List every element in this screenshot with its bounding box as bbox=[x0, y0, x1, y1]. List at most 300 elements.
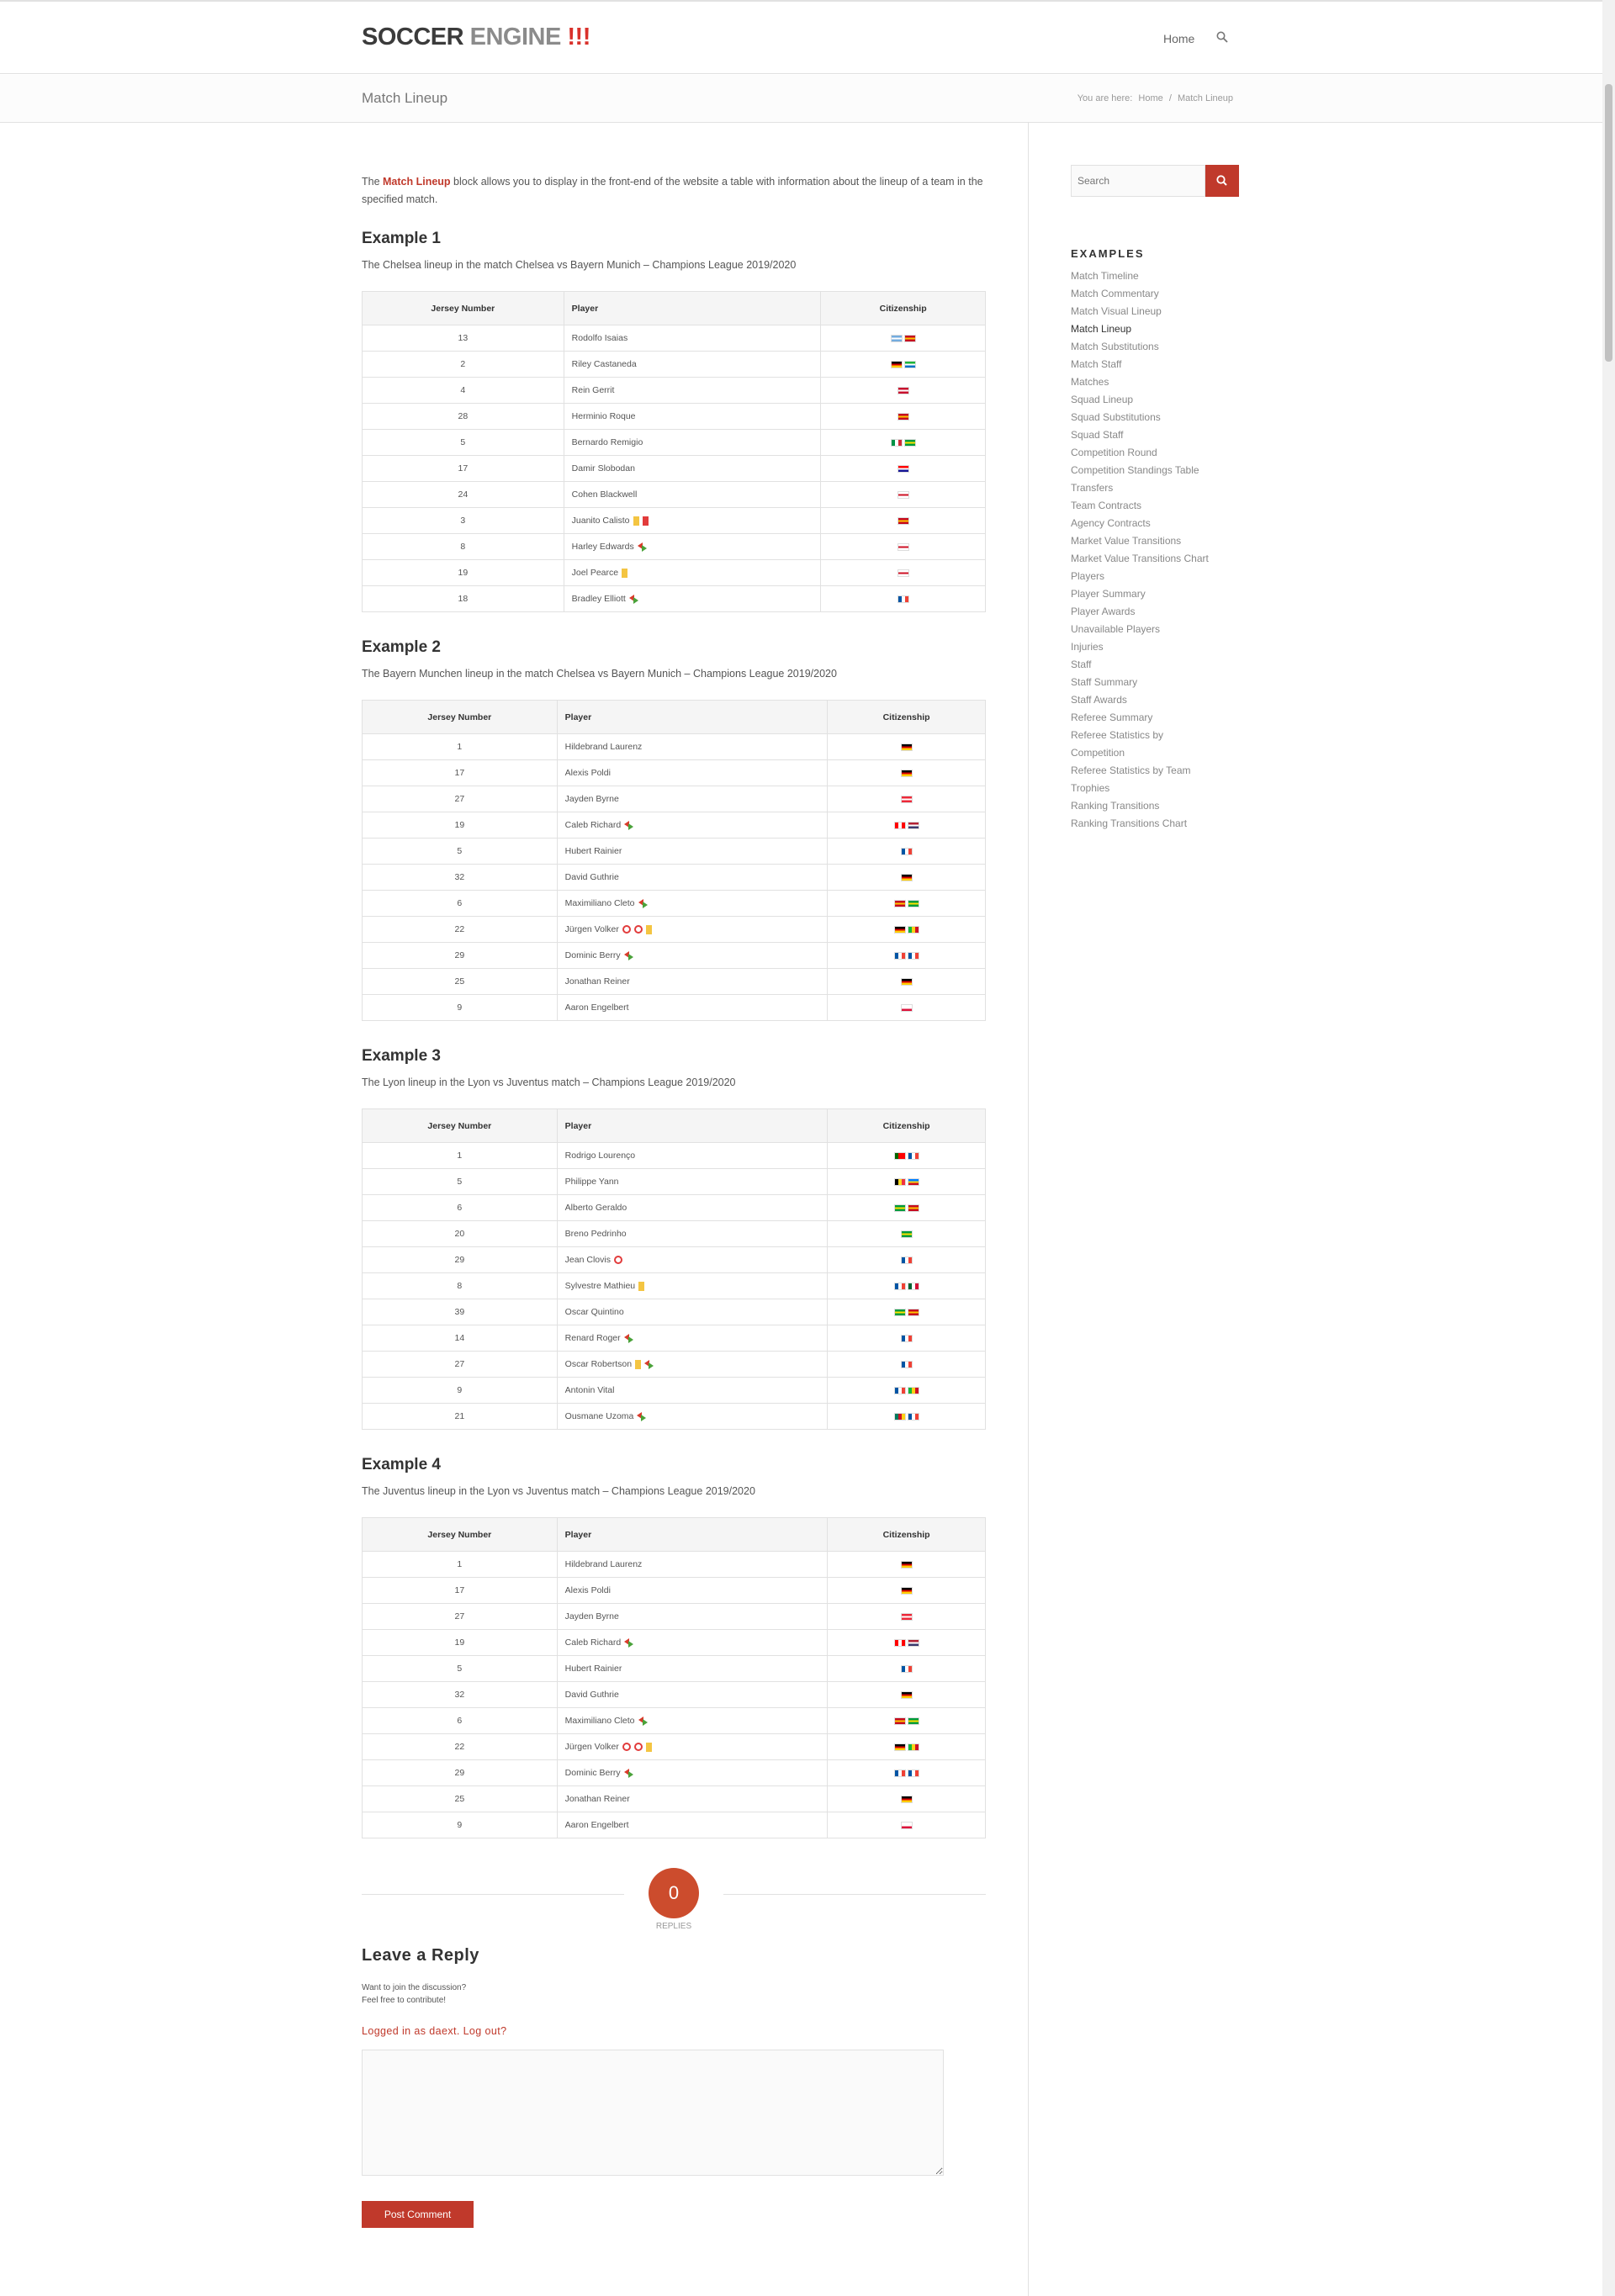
jersey-number-cell: 1 bbox=[363, 1143, 558, 1169]
flag-de-icon bbox=[894, 1743, 906, 1751]
jersey-number-cell: 19 bbox=[363, 560, 564, 586]
citizenship-cell bbox=[821, 456, 986, 482]
player-name: Oscar Robertson bbox=[564, 1359, 633, 1369]
flag-de-icon bbox=[891, 361, 903, 368]
flag-fr-icon bbox=[901, 1256, 913, 1264]
player-cell bbox=[557, 760, 828, 786]
jersey-number-header: Jersey Number bbox=[363, 1518, 558, 1552]
jersey-number-cell: 17 bbox=[363, 456, 564, 482]
nav-home-link[interactable]: Home bbox=[1163, 32, 1195, 45]
citizenship-cell bbox=[821, 404, 986, 430]
jersey-number-cell: 9 bbox=[363, 995, 558, 1021]
flag-br-icon bbox=[904, 439, 916, 447]
citizenship-cell bbox=[828, 891, 986, 917]
sidebar-link[interactable]: Match Substitutions bbox=[1071, 341, 1159, 352]
player-name: Maximiliano Cleto bbox=[564, 898, 635, 908]
flag-fr-icon bbox=[901, 1335, 913, 1342]
flag-us-icon bbox=[908, 822, 919, 829]
substitution-icon bbox=[629, 595, 639, 604]
citizenship-cell bbox=[828, 1221, 986, 1247]
flag-fr-icon bbox=[894, 1283, 906, 1290]
flag-at-icon bbox=[901, 1613, 913, 1621]
flag-dz-icon bbox=[908, 1283, 919, 1290]
site-logo[interactable] bbox=[362, 24, 590, 51]
player-cell bbox=[564, 586, 821, 612]
flag-be-icon bbox=[894, 1178, 906, 1186]
table-row bbox=[363, 969, 986, 995]
player-cell bbox=[557, 1195, 828, 1221]
jersey-number-cell: 19 bbox=[363, 812, 558, 839]
jersey-number-cell: 22 bbox=[363, 917, 558, 943]
sidebar-link[interactable]: Player Awards bbox=[1071, 606, 1136, 617]
intro-before: The bbox=[362, 176, 384, 188]
flag-de-icon bbox=[901, 1796, 913, 1803]
player-name: Hubert Rainier bbox=[564, 846, 622, 856]
example-description: The Bayern Munchen lineup in the match Chelsea vs Bayern Munich – Champions League 2019/2020 bbox=[362, 668, 837, 680]
example-description: The Lyon lineup in the Lyon vs Juventus match – Champions League 2019/2020 bbox=[362, 1077, 736, 1088]
citizenship-cell bbox=[828, 839, 986, 865]
flag-de-icon bbox=[901, 978, 913, 986]
jersey-number-cell: 5 bbox=[363, 839, 558, 865]
intro-paragraph bbox=[362, 173, 986, 209]
citizenship-cell bbox=[821, 586, 986, 612]
flag-us-icon bbox=[908, 1639, 919, 1647]
player-cell bbox=[557, 1169, 828, 1195]
citizenship-cell bbox=[828, 1760, 986, 1786]
replies-divider-left bbox=[362, 1894, 624, 1895]
sidebar-link[interactable]: Trophies bbox=[1071, 782, 1110, 794]
player-name: Caleb Richard bbox=[564, 820, 622, 830]
table-row bbox=[363, 1221, 986, 1247]
table-row bbox=[363, 1812, 986, 1838]
table-row bbox=[363, 482, 986, 508]
jersey-number-cell: 21 bbox=[363, 1404, 558, 1430]
player-name: Maximiliano Cleto bbox=[564, 1716, 635, 1726]
sidebar-link[interactable]: Ranking Transitions Chart bbox=[1071, 817, 1188, 829]
flag-it-icon bbox=[891, 439, 903, 447]
player-cell bbox=[557, 1247, 828, 1273]
flag-br-icon bbox=[894, 1309, 906, 1316]
jersey-number-cell: 19 bbox=[363, 1630, 558, 1656]
player-name: Hubert Rainier bbox=[564, 1664, 622, 1674]
citizenship-cell bbox=[828, 1143, 986, 1169]
player-name: Jonathan Reiner bbox=[564, 976, 630, 987]
player-cell bbox=[557, 1734, 828, 1760]
player-name: Harley Edwards bbox=[571, 542, 634, 552]
player-cell bbox=[557, 1760, 828, 1786]
flag-pt-icon bbox=[894, 1152, 906, 1160]
site-header bbox=[0, 0, 1615, 74]
table-row bbox=[363, 1169, 986, 1195]
player-cell bbox=[564, 430, 821, 456]
player-name: Jonathan Reiner bbox=[564, 1794, 630, 1804]
sidebar-link[interactable]: Market Value Transitions bbox=[1071, 535, 1182, 547]
flag-fr-icon bbox=[908, 1152, 919, 1160]
flag-de-icon bbox=[901, 1691, 913, 1699]
jersey-number-cell: 6 bbox=[363, 891, 558, 917]
flag-cd-icon bbox=[908, 1178, 919, 1186]
player-cell bbox=[557, 786, 828, 812]
flag-es-icon bbox=[894, 1717, 906, 1725]
citizenship-cell bbox=[821, 560, 986, 586]
flag-ml-icon bbox=[908, 1743, 919, 1751]
flag-fr-icon bbox=[894, 1387, 906, 1394]
player-name: Rein Gerrit bbox=[571, 385, 615, 395]
citizenship-cell bbox=[821, 378, 986, 404]
post-comment-button[interactable]: Post Comment bbox=[362, 2201, 474, 2228]
table-row bbox=[363, 534, 986, 560]
citizenship-cell bbox=[828, 1734, 986, 1760]
sidebar-link[interactable]: Match Lineup bbox=[1071, 323, 1132, 335]
flag-ar-icon bbox=[891, 335, 903, 342]
sidebar-link[interactable]: Staff Awards bbox=[1071, 694, 1127, 706]
sidebar-link[interactable]: Agency Contracts bbox=[1071, 517, 1151, 529]
sidebar-link[interactable]: Match Timeline bbox=[1071, 270, 1139, 282]
citizenship-cell bbox=[828, 1352, 986, 1378]
sidebar-link[interactable]: Unavailable Players bbox=[1071, 623, 1161, 635]
jersey-number-cell: 1 bbox=[363, 734, 558, 760]
sidebar-link[interactable]: Competition Standings Table bbox=[1071, 464, 1199, 476]
player-name: Dominic Berry bbox=[564, 950, 621, 960]
lineup-table bbox=[362, 700, 986, 1021]
sidebar-link[interactable]: Squad Lineup bbox=[1071, 394, 1134, 405]
player-name: Rodrigo Lourenço bbox=[564, 1151, 636, 1161]
player-name: Bradley Elliott bbox=[571, 594, 626, 604]
player-cell bbox=[557, 1404, 828, 1430]
table-row bbox=[363, 1786, 986, 1812]
jersey-number-cell: 6 bbox=[363, 1195, 558, 1221]
player-cell bbox=[564, 456, 821, 482]
citizenship-cell bbox=[828, 1786, 986, 1812]
player-name: Alexis Poldi bbox=[564, 768, 611, 778]
table-row bbox=[363, 734, 986, 760]
player-cell bbox=[564, 534, 821, 560]
sidebar-link[interactable]: Referee Statistics by bbox=[1071, 729, 1164, 741]
red-card-icon bbox=[643, 516, 649, 526]
flag-fr-icon bbox=[901, 1665, 913, 1673]
player-cell bbox=[557, 1786, 828, 1812]
jersey-number-cell: 8 bbox=[363, 534, 564, 560]
yellow-card-icon bbox=[635, 1360, 641, 1369]
flag-de-icon bbox=[901, 770, 913, 777]
table-row bbox=[363, 1352, 986, 1378]
substitution-icon bbox=[638, 1717, 649, 1726]
table-row bbox=[363, 430, 986, 456]
player-cell bbox=[564, 482, 821, 508]
scrollbar-thumb[interactable] bbox=[1605, 84, 1612, 362]
page-scrollbar[interactable] bbox=[1602, 0, 1615, 2296]
sidebar-link[interactable]: Competition bbox=[1071, 747, 1125, 759]
table-row bbox=[363, 1247, 986, 1273]
sidebar-link[interactable]: Squad Substitutions bbox=[1071, 411, 1161, 423]
goal-icon bbox=[622, 925, 631, 934]
player-cell bbox=[557, 1656, 828, 1682]
jersey-number-cell: 29 bbox=[363, 1760, 558, 1786]
player-header: Player bbox=[557, 1109, 828, 1143]
player-cell bbox=[557, 917, 828, 943]
player-name: Joel Pearce bbox=[571, 568, 619, 578]
player-cell bbox=[564, 325, 821, 352]
sidebar-link[interactable]: Staff Summary bbox=[1071, 676, 1138, 688]
player-name: Ousmane Uzoma bbox=[564, 1411, 634, 1421]
citizenship-cell bbox=[828, 1630, 986, 1656]
flag-br-icon bbox=[894, 1204, 906, 1212]
flag-fr-icon bbox=[894, 1770, 906, 1777]
jersey-number-cell: 32 bbox=[363, 1682, 558, 1708]
player-name: Renard Roger bbox=[564, 1333, 621, 1343]
sidebar-link[interactable]: Team Contracts bbox=[1071, 500, 1142, 511]
example-description: The Chelsea lineup in the match Chelsea vs Bayern Munich – Champions League 2019/2020 bbox=[362, 259, 797, 271]
table-row bbox=[363, 456, 986, 482]
breadcrumb-separator: / bbox=[1168, 93, 1172, 103]
sidebar-link[interactable]: Market Value Transitions Chart bbox=[1071, 553, 1209, 564]
lineup-table bbox=[362, 1517, 986, 1838]
replies-divider-right bbox=[723, 1894, 986, 1895]
citizenship-cell bbox=[828, 1604, 986, 1630]
player-cell bbox=[557, 1578, 828, 1604]
sidebar-link[interactable]: Matches bbox=[1071, 376, 1109, 388]
player-name: David Guthrie bbox=[564, 872, 619, 882]
jersey-number-cell: 29 bbox=[363, 1247, 558, 1273]
breadcrumb-home[interactable]: Home bbox=[1138, 93, 1163, 103]
jersey-number-header: Jersey Number bbox=[363, 292, 564, 325]
citizenship-cell bbox=[828, 1273, 986, 1299]
citizenship-cell bbox=[828, 760, 986, 786]
sidebar-link[interactable]: Match Staff bbox=[1071, 358, 1122, 370]
player-name: Rodolfo Isaias bbox=[571, 333, 628, 343]
table-row bbox=[363, 1143, 986, 1169]
citizenship-cell bbox=[821, 325, 986, 352]
flag-en-icon bbox=[898, 569, 909, 577]
flag-es-icon bbox=[908, 1309, 919, 1316]
flag-es-icon bbox=[904, 335, 916, 342]
sidebar-link[interactable]: Referee Statistics by Team bbox=[1071, 764, 1191, 776]
flag-fr-icon bbox=[908, 1770, 919, 1777]
search-icon bbox=[1205, 165, 1239, 197]
player-name: Antonin Vital bbox=[564, 1385, 615, 1395]
flag-ml-icon bbox=[908, 1387, 919, 1394]
player-name: Riley Castaneda bbox=[571, 359, 637, 369]
flag-br-icon bbox=[901, 1230, 913, 1238]
jersey-number-cell: 4 bbox=[363, 378, 564, 404]
page-title[interactable]: Match Lineup bbox=[362, 90, 448, 106]
jersey-number-cell: 9 bbox=[363, 1378, 558, 1404]
player-name: Dominic Berry bbox=[564, 1768, 621, 1778]
table-row bbox=[363, 786, 986, 812]
example-description: The Juventus lineup in the Lyon vs Juventus match – Champions League 2019/2020 bbox=[362, 1485, 755, 1497]
table-row bbox=[363, 1682, 986, 1708]
citizenship-cell bbox=[828, 1552, 986, 1578]
table-row bbox=[363, 1734, 986, 1760]
jersey-number-cell: 27 bbox=[363, 786, 558, 812]
player-name: Alexis Poldi bbox=[564, 1585, 611, 1595]
sidebar-search-button[interactable] bbox=[1205, 165, 1239, 197]
player-cell bbox=[564, 560, 821, 586]
jersey-number-cell: 3 bbox=[363, 508, 564, 534]
jersey-number-cell: 27 bbox=[363, 1604, 558, 1630]
citizenship-cell bbox=[821, 508, 986, 534]
jersey-number-cell: 13 bbox=[363, 325, 564, 352]
jersey-number-cell: 25 bbox=[363, 969, 558, 995]
sidebar-link[interactable]: Squad Staff bbox=[1071, 429, 1124, 441]
table-header-row bbox=[363, 1109, 986, 1143]
flag-de-icon bbox=[901, 1587, 913, 1595]
goal-icon bbox=[622, 1743, 631, 1751]
flag-de-icon bbox=[894, 926, 906, 934]
citizenship-cell bbox=[821, 430, 986, 456]
goal-icon bbox=[634, 925, 643, 934]
player-cell bbox=[557, 995, 828, 1021]
intro-link[interactable]: Match Lineup bbox=[383, 176, 451, 188]
jersey-number-cell: 20 bbox=[363, 1221, 558, 1247]
substitution-icon bbox=[644, 1360, 654, 1369]
sidebar-link[interactable]: Match Commentary bbox=[1071, 288, 1159, 299]
flag-de-icon bbox=[901, 743, 913, 751]
player-cell bbox=[557, 1143, 828, 1169]
breadcrumb-prefix: You are here: bbox=[1077, 93, 1133, 103]
flag-en-icon bbox=[898, 543, 909, 551]
player-header: Player bbox=[564, 292, 821, 325]
sidebar-link[interactable]: Staff bbox=[1071, 659, 1092, 670]
sidebar-link[interactable]: Ranking Transitions bbox=[1071, 800, 1160, 812]
player-name: Aaron Engelbert bbox=[564, 1003, 629, 1013]
player-name: Breno Pedrinho bbox=[564, 1229, 627, 1239]
example-heading: Example 4 bbox=[362, 1456, 441, 1473]
table-row bbox=[363, 352, 986, 378]
sidebar-search-input[interactable] bbox=[1071, 165, 1205, 197]
jersey-number-cell: 32 bbox=[363, 865, 558, 891]
sidebar-link[interactable]: Competition Round bbox=[1071, 447, 1157, 458]
table-row bbox=[363, 839, 986, 865]
reply-intro bbox=[362, 1981, 466, 2007]
jersey-number-cell: 25 bbox=[363, 1786, 558, 1812]
jersey-number-cell: 2 bbox=[363, 352, 564, 378]
flag-ca-icon bbox=[894, 1639, 906, 1647]
player-name: David Guthrie bbox=[564, 1690, 619, 1700]
substitution-icon bbox=[624, 1334, 634, 1343]
table-row bbox=[363, 404, 986, 430]
flag-br-icon bbox=[908, 1717, 919, 1725]
yellow-card-icon bbox=[633, 516, 639, 526]
flag-dk-icon bbox=[898, 387, 909, 394]
citizenship-cell bbox=[828, 734, 986, 760]
search-icon[interactable] bbox=[1216, 31, 1228, 43]
player-cell bbox=[564, 352, 821, 378]
table-row bbox=[363, 1299, 986, 1325]
flag-es-icon bbox=[898, 413, 909, 421]
citizenship-cell bbox=[828, 1195, 986, 1221]
table-row bbox=[363, 586, 986, 612]
citizenship-cell bbox=[828, 865, 986, 891]
sidebar-link[interactable]: Transfers bbox=[1071, 482, 1114, 494]
player-cell bbox=[557, 1552, 828, 1578]
player-cell bbox=[557, 969, 828, 995]
flag-ml-icon bbox=[908, 926, 919, 934]
player-name: Jean Clovis bbox=[564, 1255, 611, 1265]
goal-icon bbox=[614, 1256, 622, 1264]
citizenship-cell bbox=[828, 1682, 986, 1708]
sidebar-link[interactable]: Referee Summary bbox=[1071, 712, 1153, 723]
table-row bbox=[363, 1656, 986, 1682]
flag-es-icon bbox=[898, 517, 909, 525]
citizenship-cell bbox=[821, 482, 986, 508]
citizenship-cell bbox=[828, 1812, 986, 1838]
player-cell bbox=[557, 1273, 828, 1299]
substitution-icon bbox=[624, 951, 634, 960]
citizenship-cell bbox=[828, 1404, 986, 1430]
jersey-number-cell: 14 bbox=[363, 1325, 558, 1352]
jersey-number-cell: 8 bbox=[363, 1273, 558, 1299]
substitution-icon bbox=[624, 1638, 634, 1648]
jersey-number-cell: 27 bbox=[363, 1352, 558, 1378]
sidebar-link[interactable]: Match Visual Lineup bbox=[1071, 305, 1162, 317]
table-row bbox=[363, 1195, 986, 1221]
citizenship-cell bbox=[828, 1169, 986, 1195]
player-name: Damir Slobodan bbox=[571, 463, 635, 473]
table-row bbox=[363, 1630, 986, 1656]
yellow-card-icon bbox=[646, 925, 652, 934]
replies-label: REPLIES bbox=[655, 1922, 692, 1931]
player-name: Juanito Calisto bbox=[571, 516, 630, 526]
goal-icon bbox=[634, 1743, 643, 1751]
replies-count-badge: 0 bbox=[649, 1868, 699, 1918]
citizenship-cell bbox=[828, 995, 986, 1021]
table-row bbox=[363, 1378, 986, 1404]
flag-pl-icon bbox=[901, 1822, 913, 1829]
sidebar-link[interactable]: Injuries bbox=[1071, 641, 1104, 653]
player-name: Oscar Quintino bbox=[564, 1307, 624, 1317]
table-row bbox=[363, 865, 986, 891]
player-cell bbox=[557, 943, 828, 969]
sidebar-link[interactable]: Players bbox=[1071, 570, 1105, 582]
jersey-number-cell: 17 bbox=[363, 1578, 558, 1604]
player-cell bbox=[557, 891, 828, 917]
flag-es-icon bbox=[908, 1204, 919, 1212]
leave-reply-heading: Leave a Reply bbox=[362, 1946, 479, 1965]
jersey-number-cell: 5 bbox=[363, 430, 564, 456]
player-name: Alberto Geraldo bbox=[564, 1203, 627, 1213]
comment-textarea[interactable] bbox=[362, 2050, 944, 2176]
flag-fr-icon bbox=[908, 1413, 919, 1420]
player-name: Jürgen Volker bbox=[564, 1742, 619, 1752]
player-name: Jayden Byrne bbox=[564, 794, 619, 804]
player-cell bbox=[564, 508, 821, 534]
player-cell bbox=[557, 1352, 828, 1378]
table-header-row bbox=[363, 292, 986, 325]
citizenship-cell bbox=[828, 1247, 986, 1273]
breadcrumb bbox=[1078, 93, 1236, 103]
citizenship-header: Citizenship bbox=[828, 701, 986, 734]
citizenship-cell bbox=[828, 1378, 986, 1404]
jersey-number-cell: 5 bbox=[363, 1169, 558, 1195]
player-cell bbox=[557, 1708, 828, 1734]
player-name: Sylvestre Mathieu bbox=[564, 1281, 636, 1291]
jersey-number-cell: 29 bbox=[363, 943, 558, 969]
jersey-number-cell: 6 bbox=[363, 1708, 558, 1734]
jersey-number-cell: 28 bbox=[363, 404, 564, 430]
jersey-number-cell: 1 bbox=[363, 1552, 558, 1578]
breadcrumb-current[interactable]: Match Lineup bbox=[1177, 93, 1233, 103]
flag-fr-icon bbox=[908, 952, 919, 960]
table-row bbox=[363, 760, 986, 786]
player-cell bbox=[557, 1378, 828, 1404]
table-row bbox=[363, 995, 986, 1021]
yellow-card-icon bbox=[622, 569, 627, 578]
logged-in-link[interactable]: Logged in as daext. Log out? bbox=[362, 2025, 507, 2037]
sidebar-link[interactable]: Player Summary bbox=[1071, 588, 1146, 600]
player-header: Player bbox=[557, 1518, 828, 1552]
player-header: Player bbox=[557, 701, 828, 734]
